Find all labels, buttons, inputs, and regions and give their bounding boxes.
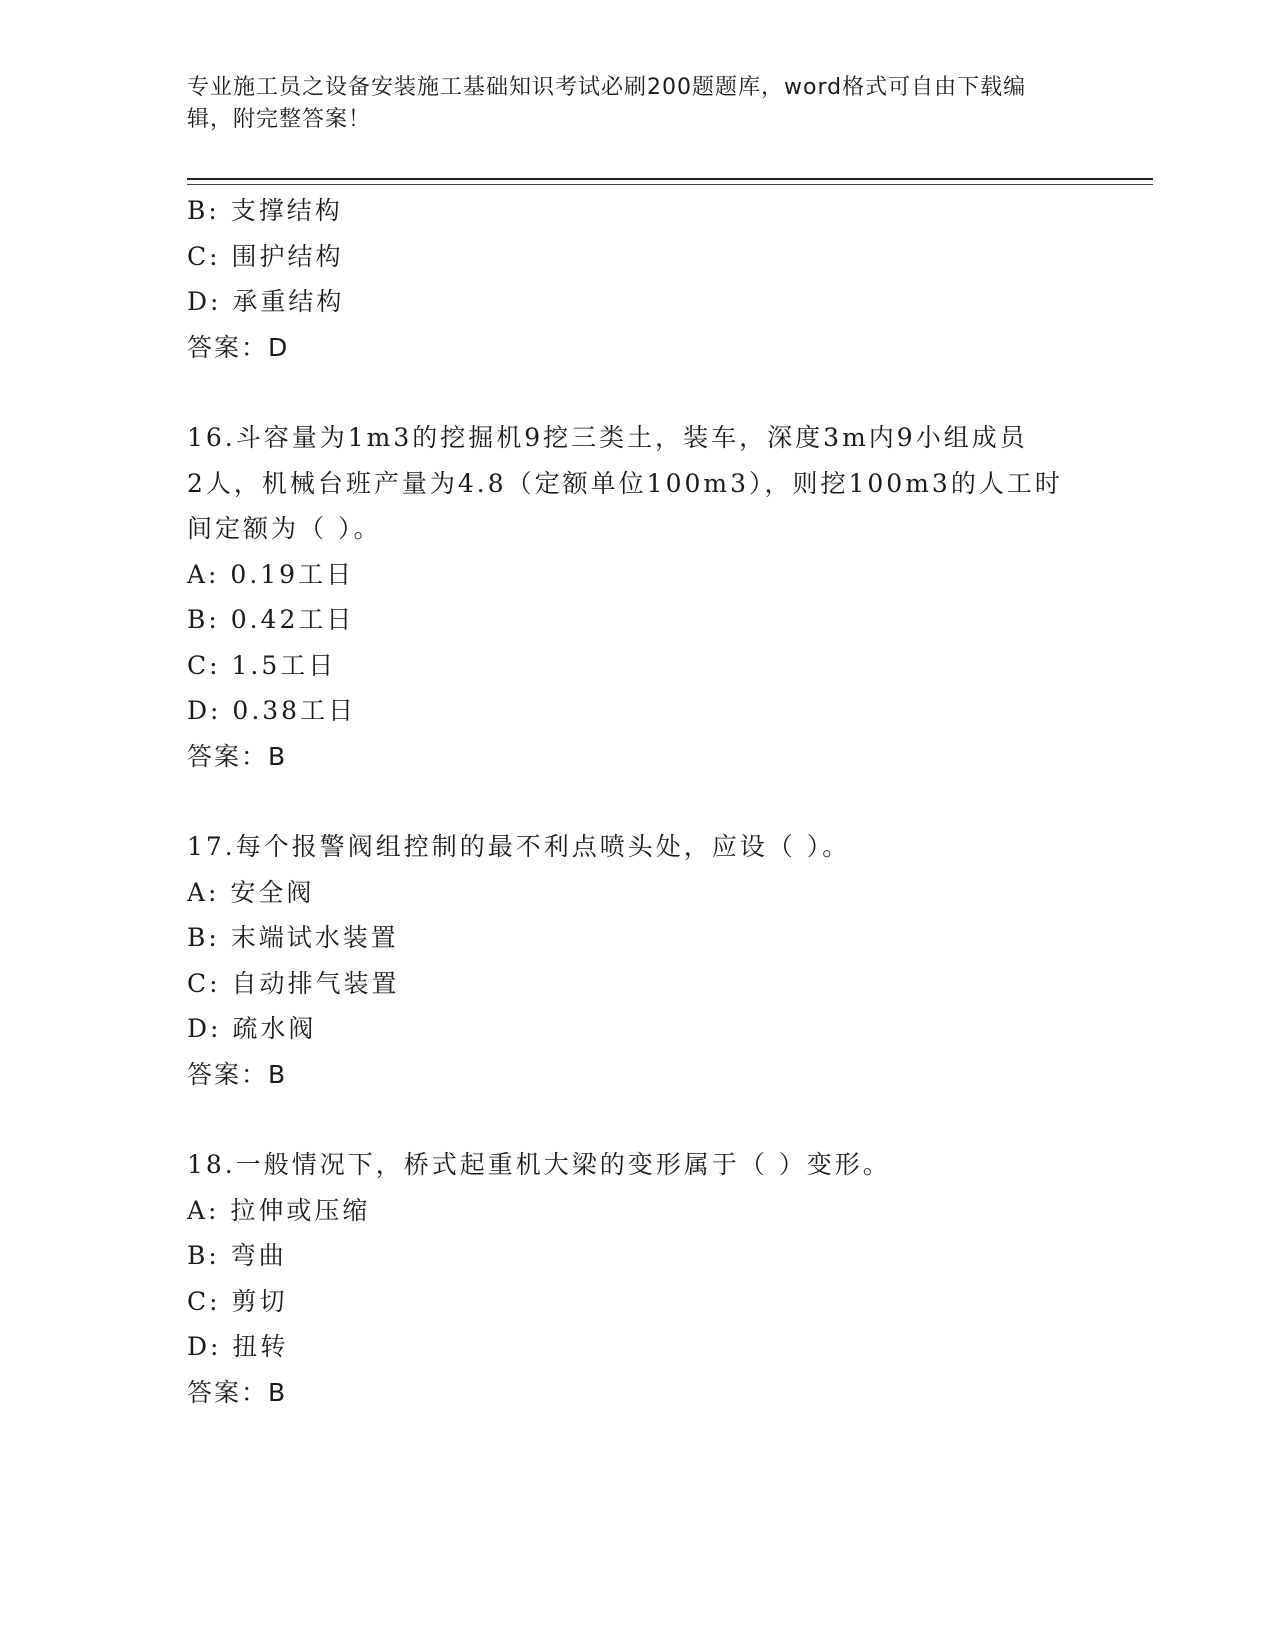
answer-line: 答案：B [187, 741, 288, 771]
option-d: D: 承重结构 [187, 287, 345, 316]
option-b: B: 支撑结构 [187, 196, 343, 225]
option-d: D: 疏水阀 [187, 1014, 317, 1043]
answer-line: 答案：B [187, 1059, 288, 1089]
option-b: B: 0.42工日 [187, 605, 355, 634]
header-rule-thin [187, 184, 1153, 185]
option-b: B: 弯曲 [187, 1241, 287, 1270]
option-c: C: 围护结构 [187, 241, 344, 271]
question-text: 间定额为（ ）。 [187, 514, 382, 543]
document-header: 专业施工员之设备安装施工基础知识考试必刷200题题库，word格式可自由下载编辑，附完整答案！ [187, 75, 1027, 132]
question-block-15 [187, 188, 1087, 370]
option-a: A: 安全阀 [187, 877, 315, 907]
option-c: C: 自动排气装置 [187, 968, 400, 998]
option-a: A: 拉伸或压缩 [187, 1195, 371, 1225]
question-text: 17.每个报警阀组控制的最不利点喷头处，应设（ ）。 [187, 832, 851, 861]
answer-line: 答案：B [187, 1377, 288, 1407]
block-gap [187, 779, 1087, 824]
option-d: D: 0.38工日 [187, 696, 357, 725]
option-d: D: 扭转 [187, 1332, 289, 1361]
option-b: B: 末端试水装置 [187, 923, 399, 952]
answer-line: 答案：D [187, 332, 290, 362]
option-c: C: 1.5工日 [187, 650, 337, 680]
block-gap [187, 1097, 1087, 1142]
question-block-17 [187, 824, 1087, 1097]
question-text: 18.一般情况下，桥式起重机大梁的变形属于（ ）变形。 [187, 1150, 891, 1179]
question-text: 16.斗容量为1m3的挖掘机9挖三类土，装车，深度3m内9小组成员 [187, 423, 1028, 452]
question-block-18 [187, 1142, 1087, 1415]
option-c: C: 剪切 [187, 1286, 288, 1316]
header-rule-thick [187, 178, 1153, 180]
question-content [187, 188, 1087, 1415]
option-a: A: 0.19工日 [187, 559, 355, 589]
question-text: 2人，机械台班产量为4.8（定额单位100m3），则挖100m3的人工时 [187, 468, 1063, 498]
question-block-16 [187, 415, 1087, 779]
block-gap [187, 370, 1087, 415]
